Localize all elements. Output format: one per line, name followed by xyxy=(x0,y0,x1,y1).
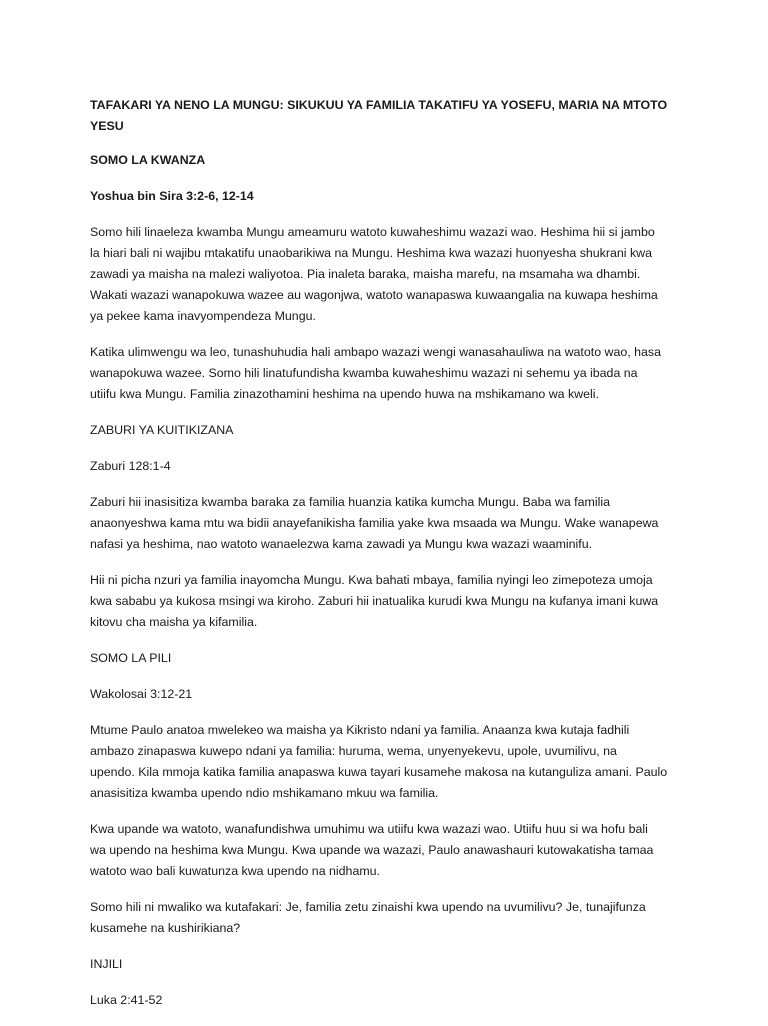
text-line: Mtume Paulo anatoa mwelekeo wa maisha ya Kikristo ndani ya familia. Anaanza kwa kutaja fadhili xyxy=(90,723,630,737)
text-line: SOMO LA PILI xyxy=(90,651,172,665)
text-line: ambazo zinapaswa kuwepo ndani ya familia: huruma, wema, unyenyekevu, upole, uvumilivu, na xyxy=(90,744,617,758)
text-line: SOMO LA KWANZA xyxy=(90,153,206,167)
text-line: Somo hili ni mwaliko wa kutafakari: Je, familia zetu zinaishi kwa upendo na uvumilivu? Je, tunajifunza xyxy=(90,900,646,914)
document-reference xyxy=(90,456,690,477)
document-paragraph xyxy=(90,570,690,633)
document-body xyxy=(90,150,690,1011)
text-line: watoto wao bali kuwatunza kwa upendo na nidhamu. xyxy=(90,864,380,878)
document-heading xyxy=(90,954,690,975)
text-line: Zaburi hii inasisitiza kwamba baraka za familia huanzia katika kumcha Mungu. Baba wa familia xyxy=(90,495,610,509)
document-paragraph xyxy=(90,222,690,327)
document-heading xyxy=(90,648,690,669)
text-line: Wakati wazazi wanapokuwa wazee au wagonjwa, watoto wanapaswa kuwaangalia na kuwapa heshima xyxy=(90,288,658,302)
text-line: ya pekee kama inavyompendeza Mungu. xyxy=(90,309,316,323)
text-line: Zaburi 128:1-4 xyxy=(90,459,171,473)
text-line: Katika ulimwengu wa leo, tunashuhudia hali ambapo wazazi wengi wanasahauliwa na watoto wao, hasa xyxy=(90,345,662,359)
text-line: la hiari bali ni wajibu mtakatifu unaobarikiwa na Mungu. Heshima kwa wazazi huonyesha shukrani kwa xyxy=(90,246,653,260)
text-line: Luka 2:41-52 xyxy=(90,993,163,1007)
document-reference xyxy=(90,186,690,207)
document-paragraph xyxy=(90,492,690,555)
text-line: kitovu cha maisha ya kifamilia. xyxy=(90,615,258,629)
text-line: kusamehe na kushirikiana? xyxy=(90,921,241,935)
document-heading xyxy=(90,420,690,441)
document-reference xyxy=(90,990,690,1011)
document-reference xyxy=(90,684,690,705)
text-line: Kwa upande wa watoto, wanafundishwa umuhimu wa utiifu kwa wazazi wao. Utiifu huu si wa hofu bali xyxy=(90,822,648,836)
text-line: zawadi ya maisha na malezi waliyotoa. Pia inaleta baraka, maisha marefu, na msamaha wa dhambi. xyxy=(90,267,641,281)
text-line: upendo. Kila mmoja katika familia anapaswa kuwa tayari kusamehe makosa na kutanguliza amani. Paulo xyxy=(90,765,668,779)
text-line: anaonyeshwa kama mtu wa bidii anayefanikisha familia yake kwa msaada wa Mungu. Wake wanapewa xyxy=(90,516,659,530)
document-title: TAFAKARI YA NENO LA MUNGU: SIKUKUU YA FAMILIA TAKATIFU YA YOSEFU, MARIA NA MTOTO YESU xyxy=(90,98,668,133)
text-line: wanapokuwa wazee. Somo hili linatufundisha kwamba kuwaheshimu wazazi ni sehemu ya ibada na xyxy=(90,366,638,380)
text-line: anasisitiza kwamba upendo ndio mshikamano mkuu wa familia. xyxy=(90,786,439,800)
text-line: nafasi ya heshima, nao watoto wanaelezwa kama zawadi ya Mungu kwa wazazi waaminifu. xyxy=(90,537,593,551)
text-line: INJILI xyxy=(90,957,123,971)
text-line: wa upendo na heshima kwa Mungu. Kwa upande wa wazazi, Paulo anawashauri kutowakatisha tamaa xyxy=(90,843,654,857)
text-line: Wakolosai 3:12-21 xyxy=(90,687,193,701)
text-line: utiifu kwa Mungu. Familia zinazothamini heshima na upendo huwa na mshikamano wa kweli. xyxy=(90,387,599,401)
text-line: Somo hili linaeleza kwamba Mungu ameamuru watoto kuwaheshimu wazazi wao. Heshima hii si jambo xyxy=(90,225,655,239)
text-line: kwa sababu ya kukosa msingi wa kiroho. Zaburi hii inatualika kurudi kwa Mungu na kufanya imani kuwa xyxy=(90,594,659,608)
document-page xyxy=(90,95,690,1026)
document-heading xyxy=(90,150,690,171)
document-paragraph xyxy=(90,720,690,804)
text-line: Hii ni picha nzuri ya familia inayomcha Mungu. Kwa bahati mbaya, familia nyingi leo zimepoteza umoja xyxy=(90,573,653,587)
text-line: Yoshua bin Sira 3:2-6, 12-14 xyxy=(90,189,254,203)
document-paragraph xyxy=(90,342,690,405)
text-line: ZABURI YA KUITIKIZANA xyxy=(90,423,234,437)
document-paragraph xyxy=(90,819,690,882)
document-paragraph xyxy=(90,897,690,939)
